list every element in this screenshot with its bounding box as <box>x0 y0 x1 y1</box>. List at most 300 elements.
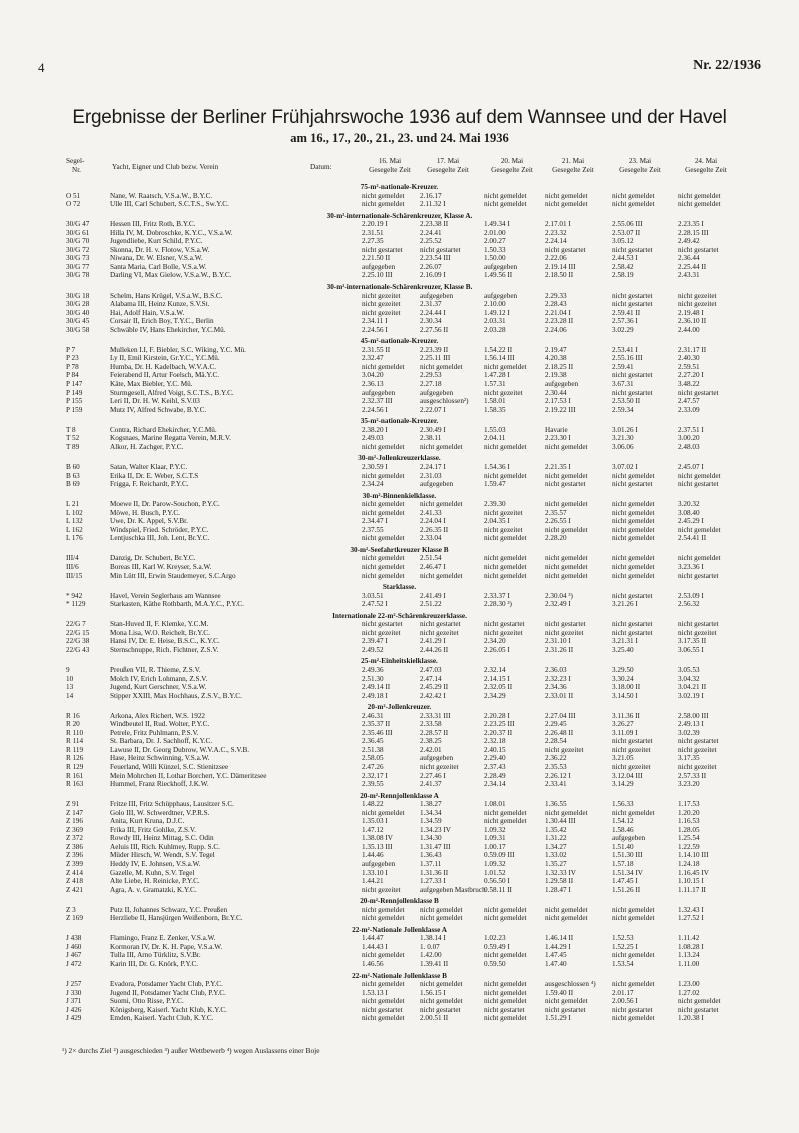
result-17: 2.41.37 <box>420 780 442 789</box>
result-17: nicht gemeldet <box>420 905 463 914</box>
result-21: 2.31.10 I <box>545 637 571 646</box>
result-23: nicht gestartet <box>612 1005 653 1014</box>
result-21: 2.23.32 <box>545 228 567 237</box>
result-17: 1.31.47 III <box>420 842 451 851</box>
yacht-name: Emden, Kaiserl. Yacht Club, K.Y.C. <box>110 1014 214 1023</box>
yacht-name: Sternschnuppe, Rich. Fichtner, Z.S.V. <box>110 645 219 654</box>
yacht-name: Niwana, Dr. W. Elsner, V.S.a.W. <box>110 254 203 263</box>
table-row <box>0 317 799 326</box>
result-24: nicht gestartet <box>678 480 719 489</box>
result-17: 2.25.52 <box>420 237 442 246</box>
table-row <box>0 326 799 335</box>
result-16: 2.24.56 I <box>362 325 388 334</box>
result-24: nicht gestartet <box>678 245 719 254</box>
result-21: 2.21.35 I <box>545 462 571 471</box>
result-16: 2.36.13 <box>362 380 384 389</box>
yacht-name: Frigga, F. Reichardt, P.Y.C. <box>110 480 189 489</box>
result-23: 2.57.36 I <box>612 317 638 326</box>
result-23: nicht gestartet <box>612 300 653 309</box>
result-20: 2.03.31 <box>484 317 506 326</box>
result-17: 2.23.39 II <box>420 345 449 354</box>
result-20: 2.01.00 <box>484 228 506 237</box>
result-23: 1.51.30 III <box>612 851 643 860</box>
result-17: 2.24.04 I <box>420 517 446 526</box>
sail-number: B 60 <box>66 462 80 471</box>
result-24: nicht gestartet <box>678 620 719 629</box>
table-row <box>0 426 799 435</box>
result-24: 3.00.20 <box>678 434 700 443</box>
result-16: 2.49.36 <box>362 665 384 674</box>
result-20: nicht gemeldet <box>484 817 527 826</box>
sail-number: 22/G 7 <box>66 620 86 629</box>
table-row <box>0 826 799 835</box>
result-21: nicht gemeldet <box>545 525 588 534</box>
result-21: 4.20.38 <box>545 354 567 363</box>
result-24: 1.20.38 I <box>678 1014 704 1023</box>
table-row <box>0 817 799 826</box>
result-17: 1.39.41 II <box>420 960 449 969</box>
table-row <box>0 729 799 738</box>
result-23: 3.21.31 I <box>612 637 638 646</box>
table-row <box>0 860 799 869</box>
result-16: nicht gemeldet <box>362 997 405 1006</box>
result-17: nicht gezeitet <box>420 628 459 637</box>
class-heading: Internationale 22-m²-Schärenkreuzerklasse. <box>332 611 467 620</box>
table-row <box>0 371 799 380</box>
result-21: 2.33.01 II <box>545 691 574 700</box>
sail-number: R 16 <box>66 711 80 720</box>
result-24: 1.16.53 <box>678 817 700 826</box>
result-20: 0.59.09 III <box>484 851 515 860</box>
table-row <box>0 397 799 406</box>
result-23: nicht gestartet <box>612 737 653 746</box>
result-23: 2.53.50 II <box>612 397 641 406</box>
class-heading: 20-m²-Rennjollenklasse B <box>360 897 439 906</box>
result-17: 1.34.30 <box>420 834 442 843</box>
result-17: 1.56.15 I <box>420 988 446 997</box>
result-24: 2.58.00 III <box>678 711 709 720</box>
result-21: 2.29.45 <box>545 720 567 729</box>
sail-number: P 155 <box>66 397 83 406</box>
yacht-name: Nane, W. Raatsch, V.S.a.W., B.Y.C. <box>110 191 213 200</box>
table-row <box>0 834 799 843</box>
result-16: 2.34.11 I <box>362 317 388 326</box>
yacht-name: Havel, Verein Seglerhaus am Wannsee <box>110 591 221 600</box>
result-23: 2.59.34 <box>612 405 634 414</box>
result-23: nicht gemeldet <box>612 951 655 960</box>
yacht-name: Evadora, Potsdamer Yacht Club, P.Y.C. <box>110 980 223 989</box>
result-21: nicht gemeldet <box>545 914 588 923</box>
result-20: 1.02.23 <box>484 934 506 943</box>
sail-number: Z 421 <box>66 885 83 894</box>
result-23: 3.14.50 I <box>612 691 638 700</box>
yacht-name: Putz II, Johannes Schwarz, Y.C. Preußen <box>110 905 228 914</box>
result-23: 1.56.33 <box>612 800 634 809</box>
yacht-name: Arkona, Alex Richert, W.S. 1922 <box>110 711 206 720</box>
result-20: 2.37.43 <box>484 763 506 771</box>
result-21: nicht gemeldet <box>545 562 588 571</box>
result-17: nicht gestartet <box>420 245 461 254</box>
result-21: 1.47.40 <box>545 960 567 969</box>
result-16: 1.44.43 I <box>362 942 388 951</box>
result-16: nicht gemeldet <box>362 562 405 571</box>
date-header-0 <box>360 157 420 174</box>
yacht-name: Müder Hirsch, W. Wendt, S.V. Tegel <box>110 851 215 860</box>
result-24: 1.11.17 II <box>678 885 706 894</box>
table-row <box>0 620 799 629</box>
result-21: 2.31.26 II <box>545 645 574 654</box>
yacht-name: Leri II, Dr. H. W. Keihl, S.V.03 <box>110 397 200 406</box>
result-20: 2.34.29 <box>484 691 506 700</box>
result-16: 2.31.55 II <box>362 345 391 354</box>
result-16: 1.47.12 <box>362 825 384 834</box>
result-16: 2.32.47 <box>362 354 384 363</box>
result-17: 2.30.34 <box>420 317 442 326</box>
result-23: nicht gemeldet <box>612 200 655 209</box>
yacht-name: Hilla IV, M. Dobroschke, K.Y.C., V.S.a.W. <box>110 228 233 237</box>
time-label: Gesegelte Zeit <box>427 165 469 174</box>
sail-number: Z 399 <box>66 860 83 869</box>
result-20: 1.01.52 <box>484 868 506 877</box>
table-row <box>0 200 799 209</box>
table-row <box>0 980 799 989</box>
result-16: 2.21.50 II <box>362 254 391 263</box>
class-heading: 20-m²-Jollenkreuzer. <box>367 703 432 712</box>
sail-number: 14 <box>66 691 74 700</box>
result-24: 2.23.35 I <box>678 220 704 229</box>
result-20: 2.32.05 II <box>484 683 513 692</box>
result-21: 2.17.01 I <box>545 220 571 229</box>
result-20: nicht gemeldet <box>484 191 527 200</box>
result-20: 2.23.25 III <box>484 720 515 729</box>
table-row <box>0 906 799 915</box>
result-16: nicht gemeldet <box>362 508 405 517</box>
sail-number: O 51 <box>66 191 81 200</box>
yacht-name: Aeluis III, Rich. Kuhlmey, Rupp. S.C. <box>110 842 220 851</box>
result-21: 2.17.53 I <box>545 397 571 406</box>
result-23: nicht gemeldet <box>612 571 655 580</box>
result-24: 2.44.00 <box>678 325 700 334</box>
result-20: 1.49.34 I <box>484 220 510 229</box>
result-16: nicht gezeitet <box>362 885 401 894</box>
table-row <box>0 843 799 852</box>
result-23: 1.51.26 II <box>612 885 641 894</box>
sail-number: 22/G 15 <box>66 628 90 637</box>
yacht-name: Hummel, Franz Rieckhoff, J.K.W. <box>110 780 209 789</box>
result-16: 2.36.45 <box>362 737 384 746</box>
result-23: 1.51.40 <box>612 842 634 851</box>
result-21: 1.33.02 <box>545 851 567 860</box>
date-header-2 <box>482 157 542 174</box>
sail-number: R 20 <box>66 720 80 729</box>
result-23: 1.54.12 <box>612 817 634 826</box>
result-20: 1.09.32 <box>484 860 506 869</box>
result-16: 2.47.52 I <box>362 600 388 609</box>
result-20: 2.20.28 I <box>484 711 510 720</box>
yacht-name: Golo III, W. Schwerdtner, V.P.R.S. <box>110 808 210 817</box>
result-17: nicht gemeldet <box>420 442 463 451</box>
yacht-name: Suomi, Otto Risse, P.Y.C. <box>110 997 184 1006</box>
result-24: nicht gestartet <box>678 737 719 746</box>
result-17: 2.38.11 <box>420 434 442 443</box>
result-17: 2.33.04 <box>420 534 442 543</box>
result-23: nicht gemeldet <box>612 905 655 914</box>
yacht-name: Jugend, Kurt Gerschner, V.S.a.W. <box>110 683 207 692</box>
result-24: 2.48.03 <box>678 442 700 451</box>
sail-number: Z 91 <box>66 800 80 809</box>
result-24: 2.36.10 II <box>678 317 707 326</box>
result-17: 2.51.22 <box>420 600 442 609</box>
result-16: 1.35.03 I <box>362 817 388 826</box>
sail-number: III/15 <box>66 571 83 580</box>
result-20: 2.28.49 <box>484 771 506 780</box>
yacht-name: Uwe, Dr. K. Appel, S.V.Br. <box>110 517 188 526</box>
result-20: nicht gemeldet <box>484 562 527 571</box>
yacht-name: Feuerland, Willi Künzel, S.C. Stienitzsee <box>110 763 229 771</box>
result-24: 1.17.53 <box>678 800 700 809</box>
result-17: 2.00.51 II <box>420 1014 449 1023</box>
result-23: nicht gemeldet <box>612 500 655 509</box>
result-20: 2.04.11 <box>484 434 506 443</box>
class-heading: 35-m²-nationale-Kreuzer. <box>360 417 439 426</box>
table-row <box>0 712 799 721</box>
result-21: 2.30.04 ³) <box>545 591 573 600</box>
result-20: 2.14.15 I <box>484 674 510 683</box>
page-subtitle: am 16., 17., 20., 21., 23. und 24. Mai 1936 <box>290 131 509 145</box>
result-21: 2.29.33 <box>545 291 567 300</box>
result-16: 2.58.05 <box>362 754 384 763</box>
table-row <box>0 1014 799 1023</box>
result-23: nicht gemeldet <box>612 554 655 563</box>
result-21: nicht gemeldet <box>545 442 588 451</box>
yacht-name: Heddy IV, E. Johnsen, V.S.a.W. <box>110 860 201 869</box>
result-17: 2.42.01 <box>420 745 442 754</box>
yacht-name: Windbeutel II, Rud. Wolter, P.Y.C. <box>110 720 210 729</box>
yacht-name: Käte, Max Biebler, Y.C. Mü. <box>110 380 193 389</box>
sail-number: P 84 <box>66 371 79 380</box>
result-16: nicht gemeldet <box>362 914 405 923</box>
result-20: 0.59.50 <box>484 960 506 969</box>
result-23: 2.58.42 <box>612 262 634 271</box>
result-17: 2.28.57 II <box>420 728 449 737</box>
result-23: 1.58.46 <box>612 825 634 834</box>
result-21: 2.24.06 <box>545 325 567 334</box>
table-row <box>0 229 799 238</box>
result-16: 1.46.56 <box>362 960 384 969</box>
result-16: 2.38.20 I <box>362 425 388 434</box>
table-row <box>0 943 799 952</box>
result-21: Havarie <box>545 425 568 434</box>
result-23: 3.12.04 III <box>612 771 643 780</box>
result-21: nicht gestartet <box>545 1005 586 1014</box>
result-16: 2.35.46 III <box>362 728 393 737</box>
issue-number: Nr. 22/1936 <box>693 58 761 73</box>
result-24: 2.19.48 I <box>678 308 704 317</box>
yacht-name: Mulleken I.I, F. Biebler, S.C. Wiking, Y.C. Mü. <box>110 345 246 354</box>
result-20: 1.54.36 I <box>484 462 510 471</box>
yacht-name: Jugendliebe, Kurt Schild, P.Y.C. <box>110 237 203 246</box>
result-20: 2.26.05 I <box>484 645 510 654</box>
table-row <box>0 934 799 943</box>
table-row <box>0 534 799 543</box>
result-16: nicht gemeldet <box>362 554 405 563</box>
yacht-name: Rowdy III, Heinz Mittag, S.C. Odin <box>110 834 214 843</box>
result-21: 1.30.44 III <box>545 817 576 826</box>
sail-number: J 472 <box>66 960 82 969</box>
result-17: 2.33.58 <box>420 720 442 729</box>
result-16: nicht gemeldet <box>362 951 405 960</box>
sail-number: 30/G 45 <box>66 317 90 326</box>
result-23: 3.25.40 <box>612 645 634 654</box>
sail-number: 30/G 72 <box>66 245 90 254</box>
result-16: 2.31.51 <box>362 228 384 237</box>
result-16: aufgegeben <box>362 860 396 869</box>
table-row <box>0 480 799 489</box>
sail-number: R 129 <box>66 763 84 771</box>
yacht-name: Sturmgesell, Alfred Voigt, S.C.T.S., B.Y.C. <box>110 388 234 397</box>
sail-number: J 460 <box>66 942 82 951</box>
result-17: 1.31.36 II <box>420 868 449 877</box>
result-20: 2.10.00 <box>484 300 506 309</box>
result-23: 3.11.36 II <box>612 711 640 720</box>
result-24: 3.02.19 I <box>678 691 704 700</box>
result-21: 2.35.57 <box>545 508 567 517</box>
result-21: nicht gemeldet <box>545 905 588 914</box>
yacht-name: Hansi IV, Dr. E. Heise, B.S.C., K.Y.C. <box>110 637 220 646</box>
sail-number: 30/G 58 <box>66 325 90 334</box>
result-17: 1.27.33 I <box>420 877 446 886</box>
result-17: nicht gemeldet <box>420 980 463 989</box>
result-16: nicht gestartet <box>362 1005 403 1014</box>
result-24: nicht gemeldet <box>678 554 721 563</box>
result-20: nicht gemeldet <box>484 980 527 989</box>
yacht-name: Königsberg, Kaiserl. Yacht Klub, K.Y.C. <box>110 1005 227 1014</box>
yacht-name: Stipper XXIII, Max Hochhaus, Z.S.V., B.Y.C. <box>110 691 242 700</box>
result-16: 2.49.52 <box>362 645 384 654</box>
table-row <box>0 292 799 301</box>
result-24: nicht gezeitet <box>678 300 717 309</box>
sail-number: R 161 <box>66 771 84 780</box>
result-17: 2.46.47 I <box>420 562 446 571</box>
yacht-name: Petrele, Fritz Puhlmann, P.S.V. <box>110 728 199 737</box>
table-row <box>0 380 799 389</box>
yacht-name: Min Lütt III, Erwin Staudemeyer, S.C.Argo <box>110 571 236 580</box>
yacht-name: Tulla III, Arno Türklitz, S.V.Br. <box>110 951 201 960</box>
result-23: nicht gestartet <box>612 591 653 600</box>
yacht-name: Mona Lisa, W.O. Reichelt, Br.Y.C. <box>110 628 210 637</box>
result-24: 2.57.33 II <box>678 771 707 780</box>
result-23: nicht gemeldet <box>612 808 655 817</box>
yacht-name: Corsair II, Erich Boy, T.Y.C., Berlin <box>110 317 214 326</box>
sail-number: Z 396 <box>66 851 83 860</box>
yacht-name: Hai, Adolf Hain, V.S.a.W. <box>110 308 185 317</box>
time-label: Gesegelte Zeit <box>552 165 594 174</box>
class-heading: 75-m²-nationale-Kreuzer. <box>360 183 439 191</box>
result-16: nicht gemeldet <box>362 980 405 989</box>
result-17: 2.24.17 I <box>420 462 446 471</box>
result-20: nicht gemeldet <box>484 808 527 817</box>
result-16: nicht gemeldet <box>362 200 405 209</box>
result-17: 2.44.26 II <box>420 645 449 654</box>
class-heading: 22-m²-Nationale Jollenklasse A <box>352 925 447 934</box>
result-24: 2.49.13 I <box>678 720 704 729</box>
result-20: 1.08.01 <box>484 800 506 809</box>
result-24: nicht gezeitet <box>678 291 717 300</box>
result-20: 0.56.50 I <box>484 877 510 886</box>
result-21: nicht gemeldet <box>545 571 588 580</box>
result-16: 1.48.22 <box>362 800 384 809</box>
yacht-name: Kormoran IV, Dr. K. H. Pape, V.S.a.W. <box>110 942 223 951</box>
table-row <box>0 246 799 255</box>
result-16: aufgegeben <box>362 388 396 397</box>
yacht-name: Möwe, H. Busch, P.Y.C. <box>110 508 180 517</box>
result-20: nicht gemeldet <box>484 442 527 451</box>
sail-number: O 72 <box>66 200 81 209</box>
yacht-name: Moewe II, Dr. Parow-Souchon, P.Y.C. <box>110 500 220 509</box>
table-row <box>0 300 799 309</box>
table-row <box>0 809 799 818</box>
header-segel: Segel- Nr. <box>66 157 85 174</box>
result-17: nicht gezeitet <box>420 763 459 771</box>
sail-number: L 176 <box>66 534 83 543</box>
sail-number: T 52 <box>66 434 80 443</box>
sail-number: R 163 <box>66 780 84 789</box>
result-21: 2.22.06 <box>545 254 567 263</box>
result-20: nicht gezeitet <box>484 628 523 637</box>
result-24: 1.24.18 <box>678 860 700 869</box>
result-24: 3.04.21 II <box>678 683 707 692</box>
result-17: 2.38.25 <box>420 737 442 746</box>
sail-number: P 23 <box>66 354 79 363</box>
result-23: 3.21.30 <box>612 434 634 443</box>
result-17: 2.16.09 I <box>420 271 446 280</box>
result-23: 3.01.26 I <box>612 425 638 434</box>
table-row <box>0 363 799 372</box>
result-23: 2.01.17 <box>612 988 634 997</box>
table-row <box>0 666 799 675</box>
result-23: 2.59.41 <box>612 362 634 371</box>
result-20: 1.49.56 II <box>484 271 513 280</box>
result-20: aufgegeben <box>484 291 518 300</box>
sail-number: 30/G 40 <box>66 308 90 317</box>
result-23: 3.05.12 <box>612 237 634 246</box>
sail-number: P 78 <box>66 362 79 371</box>
result-24: 2.31.17 II <box>678 345 707 354</box>
table-row <box>0 592 799 601</box>
result-24: 3.23.20 <box>678 780 700 789</box>
result-20: nicht gemeldet <box>484 200 527 209</box>
result-17: aufgegeben <box>420 291 454 300</box>
table-row <box>0 500 799 509</box>
yacht-name: Fritze III, Fritz Schüpphaus, Lausitzer S.C. <box>110 800 234 809</box>
sail-number: 30/G 18 <box>66 291 90 300</box>
result-20: 1.55.03 <box>484 425 506 434</box>
result-16: 2.46.31 <box>362 711 384 720</box>
result-21: 1.29.58 II <box>545 877 574 886</box>
sail-number: J 467 <box>66 951 82 960</box>
table-row <box>0 406 799 415</box>
result-21: 2.26.12 I <box>545 771 571 780</box>
result-21: 2.24.14 <box>545 237 567 246</box>
result-17: 1.34.34 <box>420 808 442 817</box>
class-heading: 25-m²-Einheitskielklasse. <box>361 657 438 666</box>
result-24: 2.56.32 <box>678 600 700 609</box>
result-17: 1.38.27 <box>420 800 442 809</box>
yacht-name: Jugend II, Potsdamer Yacht Club, P.Y.C. <box>110 988 226 997</box>
result-21: nicht gestartet <box>545 245 586 254</box>
result-17: nicht gemeldet <box>420 571 463 580</box>
table-row <box>0 869 799 878</box>
